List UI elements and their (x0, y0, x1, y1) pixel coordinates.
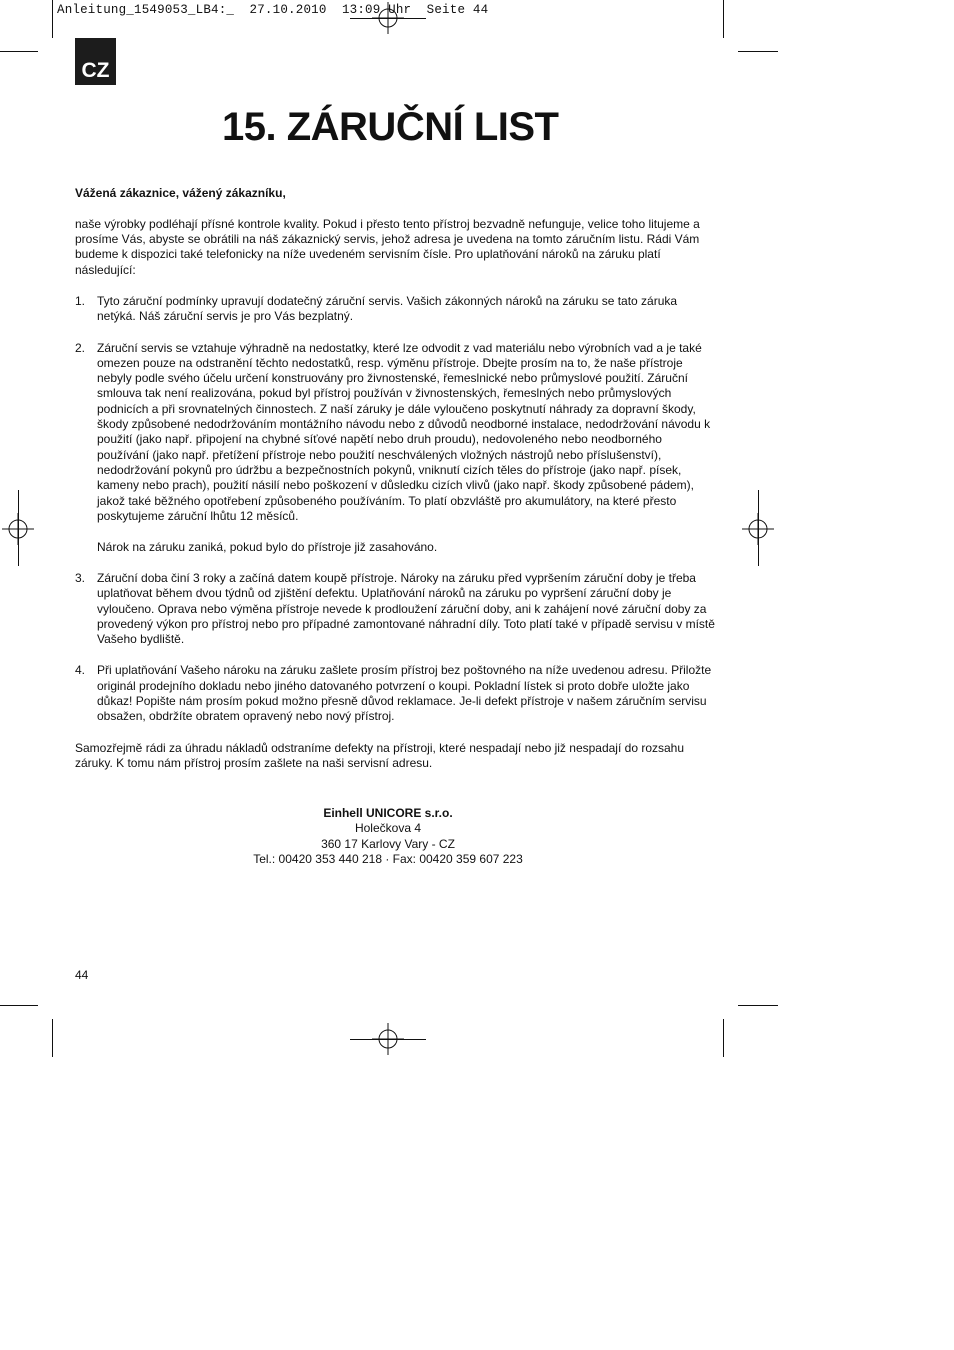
crop-mark-bottom-left-h (0, 1005, 38, 1006)
list-item-number: 4. (75, 663, 86, 678)
greeting: Vážená zákaznice, vážený zákazníku, (75, 186, 286, 200)
list-item (75, 663, 715, 724)
address-contact: Tel.: 00420 353 440 218 · Fax: 00420 359 607 223 (253, 851, 523, 866)
page-title: 15. ZÁRUČNÍ LIST (222, 105, 559, 149)
service-address (75, 806, 701, 867)
list-item-note: Nárok na záruku zaniká, pokud bylo do přístroje již zasahováno. (97, 539, 438, 554)
list-item-number: 3. (75, 570, 86, 585)
crop-mark-bottom-right-v (723, 1019, 724, 1057)
registration-line-left (18, 490, 19, 566)
crop-mark-top-right-h (738, 51, 778, 52)
address-street: Holečkova 4 (354, 821, 422, 836)
list-item-number: 1. (75, 293, 86, 308)
crop-mark-top-left-v (52, 0, 53, 38)
conditions-list (75, 294, 715, 725)
list-item (75, 294, 715, 325)
company-name: Einhell UNICORE s.r.o. (323, 806, 453, 820)
list-item-text: Záruční doba činí 3 roky a začíná datem koupě přístroje. Nároky na záruku před vypršením záruční doby je třeba uplatňovat během dvou týdnů od zjištění defektu. Uplatňování nároků na záruku po vypršení záruční doby je vyloučeno. Oprava nebo výměna přístroje nevede k prodloužení záruční doby, ani k zahájení nové záruční doby za provedený výkon pro přístroj nebo pro případné zamontované náhradní díly. Toto platí také v případě servisu v místě Vašeho bydliště. (97, 570, 715, 647)
list-item (75, 571, 715, 647)
list-item-text: Tyto záruční podmínky upravují dodatečný záruční servis. Vašich zákonných nároků na záruku se tato záruka netýká. Náš záruční servis je pro Vás bezplatný. (97, 293, 678, 324)
list-item-text: Záruční servis se vztahuje výhradně na nedostatky, které lze odvodit z vad materiálu nebo výrobních vad a je také omezen pouze na odstranění těchto nedostatků, resp. výměnu přístroje. Dbejte prosím na to, že naše přístroje nebyly podle svého účelu určení konstruovány pro živnostenské, řemeslnické nebo průmyslové použití. Záruční smlouva tak není realizována, pokud byl přístroj používán v živnostenských, řemeslných nebo průmyslových podnicích a při srovnatelných činnostech. Z naší záruky je dále vyloučeno poskytnutí náhrady za dopravní škody, škody způsobené nedodržováním montážního návodu nebo z důvodů neodborné instalace, nedodržování návodu k použití (jako např. připojení na chybné síťové napětí nebo druh proudu), nedovoleného nebo neodborného používání (jako např. přetížení přístroje nebo použití neschválených vložných nástrojů nebo příslušenství), nedodržování pokynů pro údržbu a bezpečnostních pokynů, vniknutí cizích těles do přístroje (jako např. písek, kameny nebo prach), použití násilí nebo poškození v důsledku cizích vlivů (jako např. škody způsobené pádem), jakož také běžného opotřebení způsobeného používáním. To platí obzvláště pro akumulátory, na které přesto poskytujeme záruční lhůtu 12 měsíců. (97, 340, 711, 523)
page-number: 44 (75, 968, 89, 982)
crop-mark-bottom-right-h (738, 1005, 778, 1006)
intro-paragraph: naše výrobky podléhají přísné kontrole kvality. Pokud i přesto tento přístroj bezvadně nefunguje, velice toho litujeme a prosíme Vás, abyste se obrátili na náš zákaznický servis, jehož adresa je uvedena na tomto záručním listu. Rádi Vám budeme k dispozici také telefonicky na níže uvedeném servisním čísle. Pro uplatňování nároků na záruku platí následující: (75, 216, 700, 277)
registration-line-top (350, 18, 426, 19)
list-item-text: Při uplatňování Vašeho nároku na záruku zašlete prosím přístroj bez poštovného na níže uvedenou adresu. Přiložte originál prodejního dokladu nebo jiného datovaného potvrzení o koupi. Pokladní lístek si proto dobře uložte jako důkaz! Popište nám prosím pokud možno přesně důvod reklamace. Je-li defekt přístroje v našem záručním servisu obsažen, obdržíte obratem opravený nebo nový přístroj. (97, 663, 712, 724)
address-city: 360 17 Karlovy Vary - CZ (321, 836, 455, 851)
crop-mark-top-right-v (723, 0, 724, 38)
slug-line: Anleitung_1549053_LB4:_ 27.10.2010 13:09 Uhr Seite 44 (57, 3, 489, 17)
list-item (75, 341, 715, 555)
registration-line-right (758, 490, 759, 566)
crop-mark-bottom-left-v (52, 1019, 53, 1057)
warranty-text (75, 186, 715, 771)
crop-mark-top-left-h (0, 51, 38, 52)
closing-paragraph: Samozřejmě rádi za úhradu nákladů odstraníme defekty na přístroji, které nespadají nebo již nespadají do rozsahu záruky. K tomu nám přístroj prosím zašlete na naši servisní adresu. (75, 740, 685, 770)
list-item-number: 2. (75, 340, 86, 355)
language-badge: CZ (75, 38, 116, 85)
registration-line-bottom (350, 1039, 426, 1040)
